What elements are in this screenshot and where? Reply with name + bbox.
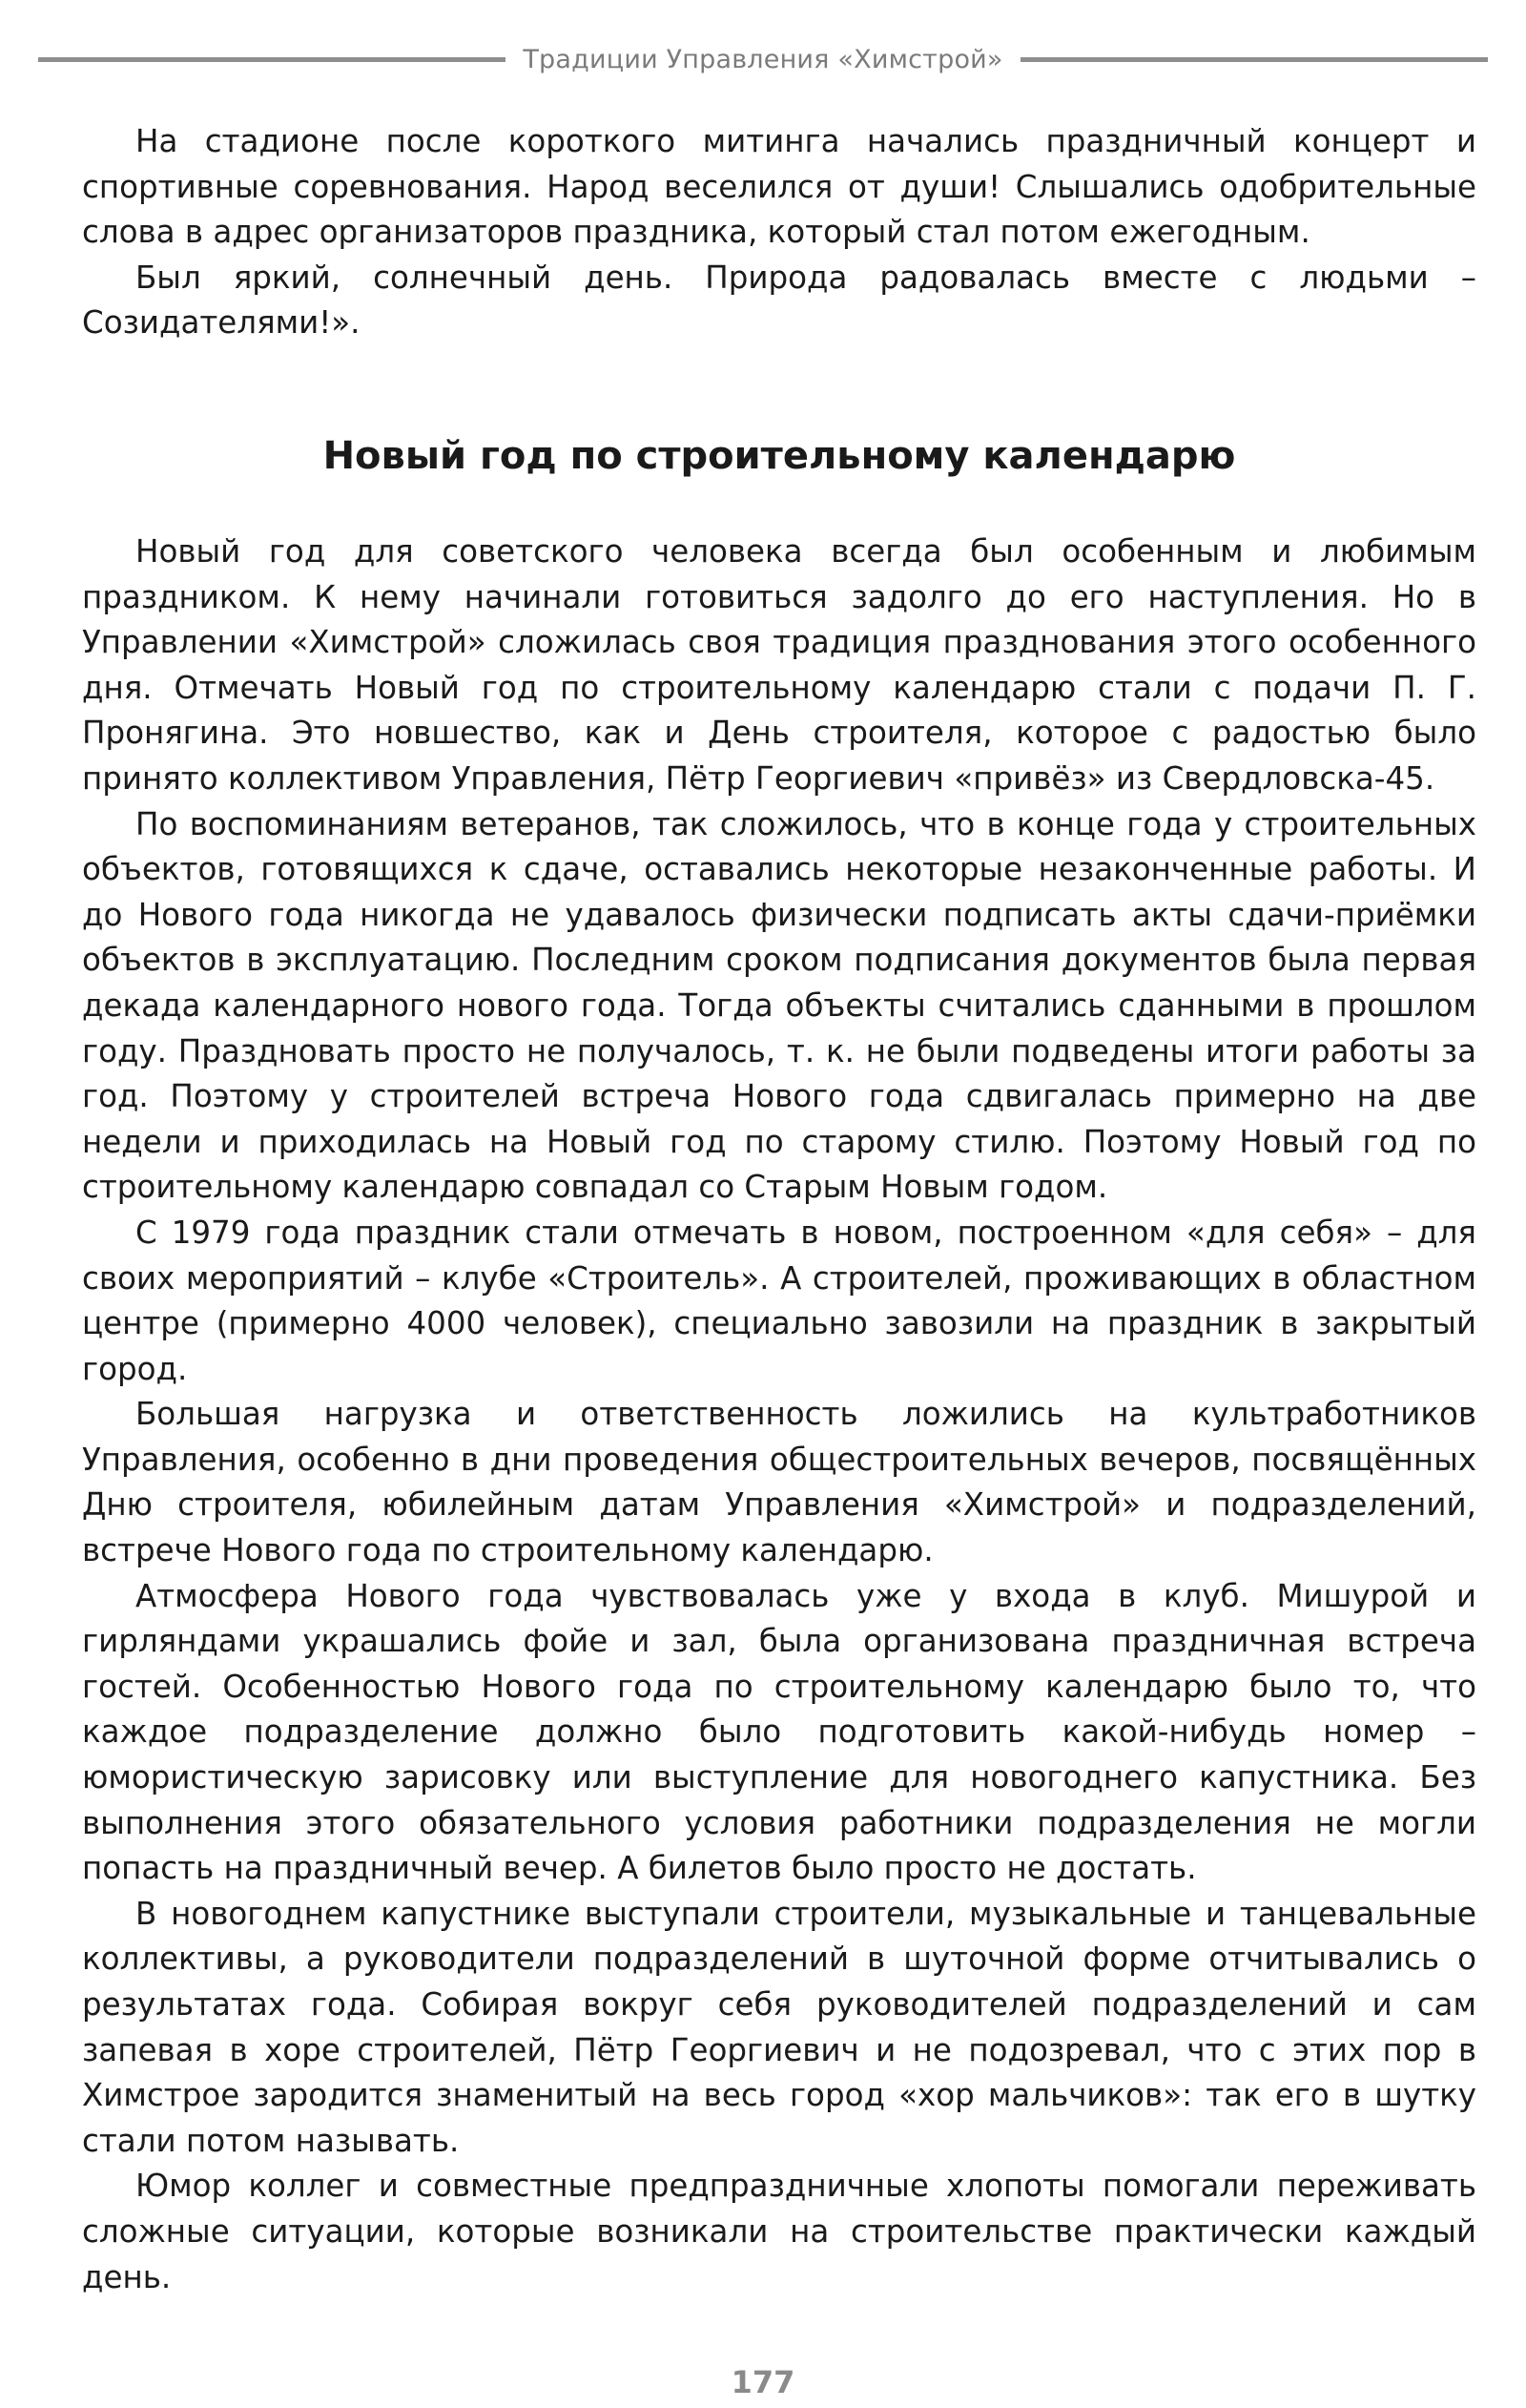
paragraph: Был яркий, солнечный день. Природа радовалась вместе с людьми – Созидателями!».	[82, 259, 1476, 342]
header-rule-right	[1021, 57, 1488, 62]
section-body	[82, 529, 1476, 2300]
running-title: Традиции Управления «Химстрой»	[523, 44, 1003, 74]
paragraph: Юмор коллег и совместные предпраздничные хлопоты помогали переживать сложные ситуации, которые возникали на строительстве практически каждый день.	[82, 2168, 1476, 2295]
paragraph: С 1979 года праздник стали отмечать в новом, построенном «для себя» – для своих мероприятий – клубе «Строитель». А строителей, проживающих в областном центре (примерно 4000 человек), специально завозили на праздник в закрытый город.	[82, 1214, 1476, 1387]
paragraph: В новогоднем капустнике выступали строители, музыкальные и танцевальные коллективы, а руководители подразделений в шуточной форме отчитывались о результатах года. Собирая вокруг себя руководителей подразделений и сам запевая в хоре строителей, Пётр Георгиевич и не подозревал, что с этих пор в Химстрое зародится знаменитый на весь город «хор мальчиков»: так его в шутку стали потом называть.	[82, 1895, 1476, 2159]
intro-text	[82, 119, 1476, 346]
paragraph: По воспоминаниям ветеранов, так сложилось, что в конце года у строительных объектов, готовящихся к сдаче, оставались некоторые незаконченные работы. И до Нового года никогда не удавалось физически подписать акты сдачи-приёмки объектов в эксплуатацию. Последним сроком подписания документов была первая декада календарного нового года. Тогда объекты считались сданными в прошлом году. Праздновать просто не получалось, т. к. не были подведены итоги работы за год. Поэтому у строителей встреча Нового года сдвигалась примерно на две недели и приходилась на Новый год по старому стилю. Поэтому Новый год по строительному календарю совпадал со Старым Новым годом.	[82, 805, 1476, 1206]
page-number: 177	[731, 2364, 795, 2400]
section-heading: Новый год по строительному календарю	[322, 434, 1236, 478]
paragraph: На стадионе после короткого митинга начались праздничный концерт и спортивные соревнования. Народ веселился от души! Слышались одобрительные слова в адрес организаторов праздника, который стал потом ежегодным.	[82, 123, 1476, 251]
header-rule-left	[38, 57, 505, 62]
paragraph: Большая нагрузка и ответственность ложились на культработников Управления, особенно в дни проведения общестроительных вечеров, посвящённых Дню строителя, юбилейным датам Управления «Химстрой» и подразделений, встрече Нового года по строительному календарю.	[82, 1396, 1476, 1569]
running-header	[38, 40, 1488, 78]
paragraph: Атмосфера Нового года чувствовалась уже у входа в клуб. Мишурой и гирляндами украшались фойе и зал, была организована праздничная встреча гостей. Особенностью Нового года по строительному календарю было то, что каждое подразделение должно было подготовить какой-нибудь номер – юмористическую зарисовку или выступление для новогоднего капустника. Без выполнения этого обязательного условия работники подразделения не могли попасть на праздничный вечер. А билетов было просто не достать.	[82, 1577, 1476, 1887]
paragraph: Новый год для советского человека всегда был особенным и любимым праздником. К нему начинали готовиться задолго до его наступления. Но в Управлении «Химстрой» сложилась своя традиция празднования этого особенного дня. Отмечать Новый год по строительному календарю стали с подачи П. Г. Пронягина. Это новшество, как и День строителя, которое с радостью было принято коллективом Управления, Пётр Георгиевич «привёз» из Свердловска-45.	[82, 533, 1476, 797]
